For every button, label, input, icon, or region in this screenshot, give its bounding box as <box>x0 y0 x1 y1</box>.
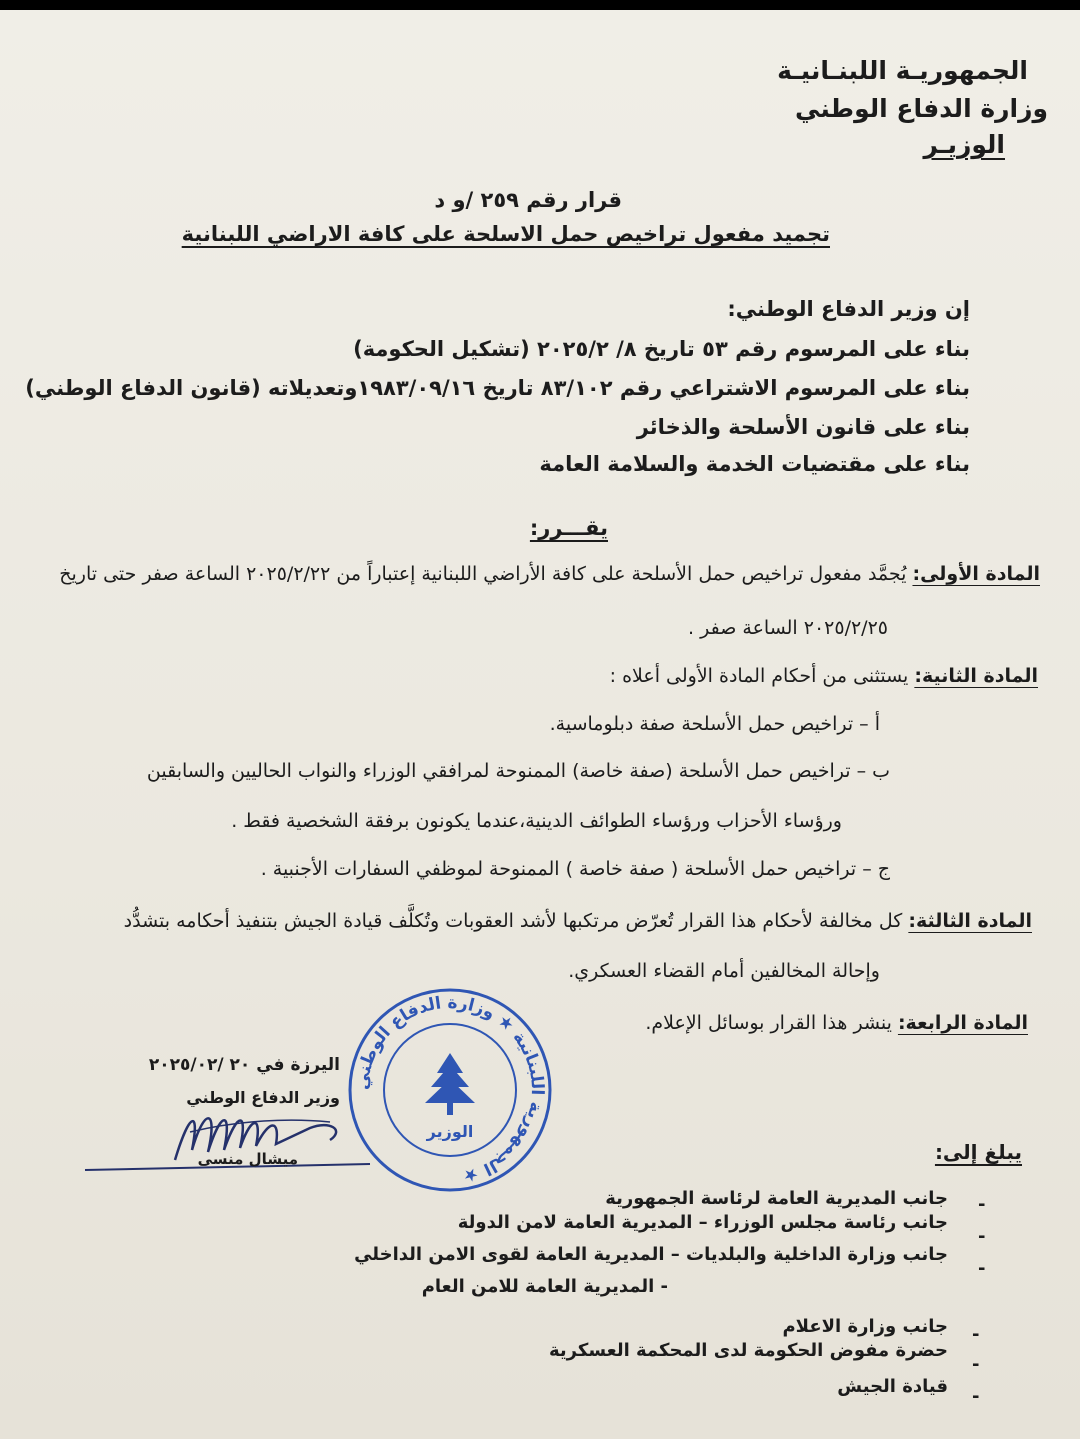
preamble-line-1: بناء على المرسوم رقم ٥٣ تاريخ ٨/ ٢٠٢٥/٢ (تشكيل الحكومة) <box>353 337 970 361</box>
preamble-line-4: بناء على مقتضيات الخدمة والسلامة العامة <box>539 452 970 476</box>
article-3-text: كل مخالفة لأحكام هذا القرار تُعرّض مرتكبها لأشد العقوبات وتُكلَّف قيادة الجيش بتنفيذ أحكامه بتشدُّد <box>123 910 903 932</box>
article-2-item-c: ج – تراخيص حمل الأسلحة ( صفة خاصة ) الممنوحة لموظفي السفارات الأجنبية . <box>260 858 890 880</box>
distribution-dash: - <box>972 1324 980 1345</box>
distribution-heading: يبلغ إلى: <box>934 1140 1022 1164</box>
signature-place-date: اليرزة في ٢٠ /٢٠٢٥/٠٢ <box>148 1055 340 1075</box>
distribution-dash: - <box>972 1354 980 1375</box>
top-black-bar <box>0 0 1080 10</box>
article-3-label: المادة الثالثة: <box>908 910 1032 932</box>
article-2-item-b-cont: ورؤساء الأحزاب ورؤساء الطوائف الدينية،عندما يكونون برفقة الشخصية فقط . <box>231 810 842 832</box>
distribution-item-5: جانب وزارة الاعلام <box>782 1316 948 1337</box>
distribution-item-4: - المديرية العامة للامن العام <box>421 1276 668 1297</box>
article-3 <box>124 910 1032 932</box>
header-republic: الجمهوريـة اللبنـانيـة <box>777 56 1028 85</box>
header-ministry: وزارة الدفاع الوطني <box>795 94 1048 123</box>
decides-heading: يقـــرر: <box>529 516 608 540</box>
decision-number: قرار رقم ٢٥٩ /و د <box>434 188 622 212</box>
distribution-item-2: جانب رئاسة مجلس الوزراء – المديرية العامة لامن الدولة <box>457 1212 948 1233</box>
distribution-item-7: قيادة الجيش <box>837 1376 948 1397</box>
distribution-item-6: حضرة مفوض الحكومة لدى المحكمة العسكرية <box>549 1340 948 1361</box>
distribution-item-3: جانب وزارة الداخلية والبلديات – المديرية العامة لقوى الامن الداخلي <box>354 1244 948 1265</box>
distribution-dash: - <box>978 1194 986 1215</box>
preamble-line-2: بناء على المرسوم الاشتراعي رقم ٨٣/١٠٢ تاريخ ١٩٨٣/٠٩/١٦وتعديلاته (قانون الدفاع الوطني) <box>25 376 970 400</box>
distribution-item-1: جانب المديرية العامة لرئاسة الجمهورية <box>605 1188 948 1209</box>
article-2-item-b: ب – تراخيص حمل الأسلحة (صفة خاصة) الممنوحة لمرافقي الوزراء والنواب الحاليين والسابقين <box>146 760 890 782</box>
article-1-continuation: ٢٠٢٥/٢/٢٥ الساعة صفر . <box>688 617 888 639</box>
article-4-text: ينشر هذا القرار بوسائل الإعلام. <box>645 1012 892 1034</box>
article-2-item-a: أ – تراخيص حمل الأسلحة صفة دبلوماسية. <box>549 713 880 735</box>
decision-title: تجميد مفعول تراخيص حمل الاسلحة على كافة الاراضي اللبنانية <box>181 222 830 246</box>
distribution-dash: - <box>978 1226 986 1247</box>
signature-name: ميشال منسى <box>197 1150 298 1168</box>
article-2 <box>610 665 1038 687</box>
article-1-label: المادة الأولى: <box>912 563 1040 585</box>
article-4 <box>645 1012 1028 1034</box>
article-1 <box>59 563 1040 585</box>
preamble-line-3: بناء على قانون الأسلحة والذخائر <box>636 415 970 439</box>
article-3-continuation: وإحالة المخالفين أمام القضاء العسكري. <box>568 960 880 982</box>
signature-title: وزير الدفاع الوطني <box>186 1088 340 1107</box>
stamp-inner-text: الوزير <box>426 1122 474 1141</box>
article-1-text: يُجمَّد مفعول تراخيص حمل الأسلحة على كافة الأراضي اللبنانية إعتباراً من ٢٠٢٥/٢/٢٢ الساعة صفر حتى تاريخ <box>59 563 907 585</box>
preamble-intro: إن وزير الدفاع الوطني: <box>727 297 970 321</box>
distribution-dash: - <box>972 1386 980 1407</box>
header-minister: الوزيـر <box>923 130 1005 159</box>
official-stamp <box>345 985 555 1195</box>
article-2-label: المادة الثانية: <box>914 665 1038 687</box>
stamp-outer-text: الجمهورية اللبنانية ★ وزارة الدفاع الوطني ★ <box>352 992 548 1187</box>
distribution-dash: - <box>978 1258 986 1279</box>
article-4-label: المادة الرابعة: <box>897 1012 1028 1034</box>
cedar-icon <box>425 1053 475 1115</box>
article-2-text: يستثنى من أحكام المادة الأولى أعلاه : <box>609 665 909 687</box>
